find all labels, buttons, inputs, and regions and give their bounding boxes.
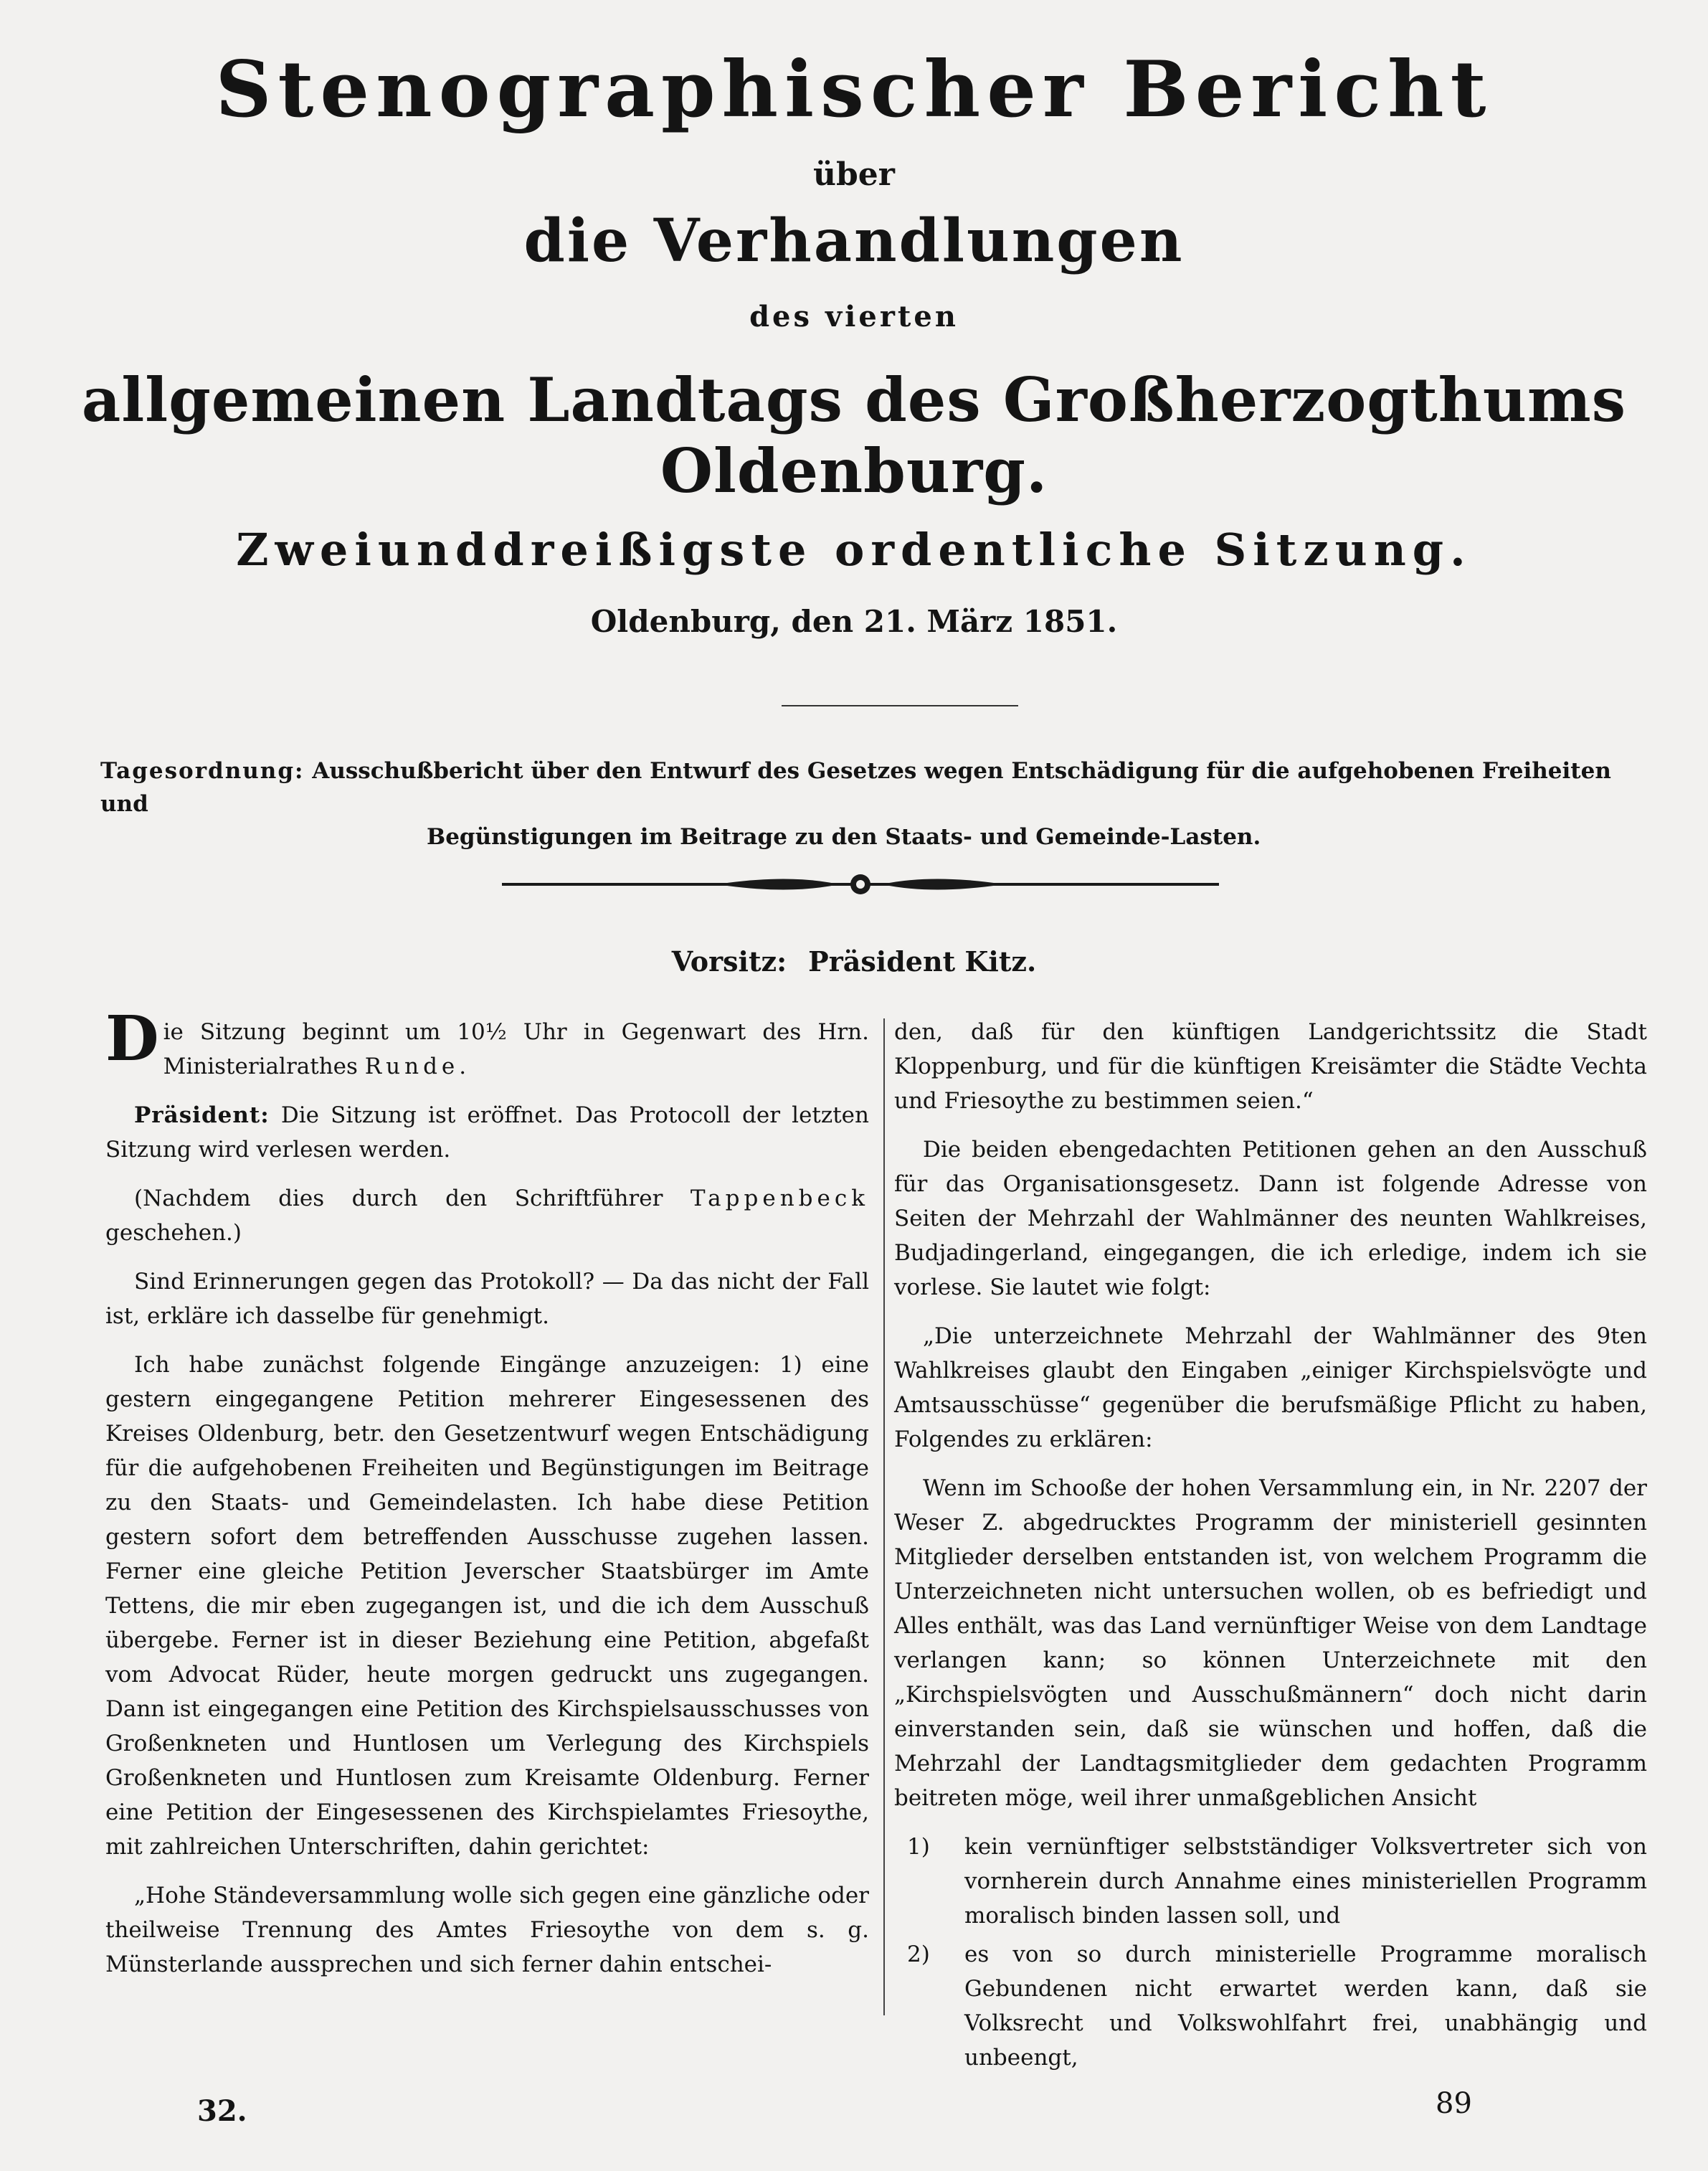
agenda bbox=[100, 755, 1642, 853]
footer-left-number: 32. bbox=[197, 2094, 247, 2128]
report-title: Stenographischer Bericht bbox=[215, 44, 1493, 135]
right-column bbox=[894, 1015, 1647, 2079]
list-item: 1) kein vernünftiger selbstständiger Volksvertreter sich von vornherein durch Annahme eines ministeriellen Programm moralisch binden lassen soll, und bbox=[907, 1834, 1647, 1929]
vorsitz-label: Vorsitz: bbox=[671, 945, 787, 978]
vorsitz-name: Präsident Kitz. bbox=[808, 945, 1037, 978]
paragraph-note: (Nachdem dies durch den Schriftführer Tappenbeck geschehen.) bbox=[105, 1186, 869, 1246]
paragraph-protocol: Sind Erinnerungen gegen das Protokoll? — Da das nicht der Fall ist, erkläre ich dasselbe für genehmigt. bbox=[105, 1269, 869, 1329]
dateline: Oldenburg, den 21. März 1851. bbox=[590, 604, 1118, 639]
paragraph-continued: den, daß für den künftigen Landgerichtssitz die Stadt Kloppenburg, und für die künftigen Kreisämter die Städte Vechta und Friesoythe zu bestimmen seien.“ bbox=[894, 1019, 1647, 1114]
title-verhandlungen: die Verhandlungen bbox=[523, 207, 1185, 275]
agenda-text-line1: Ausschußbericht über den Entwurf des Gesetzes wegen Entschädigung für die aufgehobenen Freiheiten und bbox=[100, 758, 1611, 817]
title-ueber: über bbox=[813, 156, 895, 193]
ornamental-rule bbox=[502, 868, 1219, 901]
person-name: Runde. bbox=[364, 1054, 471, 1079]
paragraph-president: Präsident: Die Sitzung ist eröffnet. Das Protocoll der letzten Sitzung wird verlesen werden. bbox=[105, 1102, 869, 1163]
left-column bbox=[105, 1003, 869, 1996]
drop-cap: D bbox=[105, 1003, 159, 1075]
paragraph-programm: Wenn im Schooße der hohen Versammlung ein, in Nr. 2207 der Weser Z. abgedrucktes Programm der ministeriell gesinnten Mitglieder derselben entstanden ist, von welchem Programm die Unterzeichneten nicht untersuchen wollen, ob es befriedigt und Alles enthält, was das Land vernünftiger Weise von dem Landtage verlangen kann; so können Unterzeichnete mit den „Kirchspielsvögten und Ausschußmännern“ doch nicht darin einverstanden sein, daß sie wünschen und hoffen, daß die Mehrzahl der Landtagsmitglieder dem gedachten Programm beitreten möge, weil ihrer unmaßgeblichen Ansicht bbox=[894, 1475, 1647, 1811]
paragraph-quote: „Hohe Ständeversammlung wolle sich gegen eine gänzliche oder theilweise Trennung des Amtes Friesoythe von dem s. g. Münsterlande aussprechen und sich ferner dahin entschei- bbox=[105, 1883, 869, 1977]
title-landtag: allgemeinen Landtags des Großherzogthums Oldenburg. bbox=[81, 364, 1627, 506]
session-heading: Zweiunddreißigste ordentliche Sitzung. bbox=[236, 524, 1472, 576]
column-divider bbox=[883, 1018, 885, 2015]
agenda-text-line2: Begünstigungen im Beitrage zu den Staats- und Gemeinde-Lasten. bbox=[427, 824, 1261, 850]
paragraph-eingaenge: Ich habe zunächst folgende Eingänge anzuzeigen: 1) eine gestern eingegangene Petition mehrerer Eingesessenen des Kreises Oldenburg, betr. den Gesetzentwurf wegen Entschädigung für die aufgehobenen Freiheiten und Begünstigungen im Beitrage zu den Staats- und Gemeindelasten. Ich habe diese Petition gestern sofort dem betreffenden Ausschusse zugehen lassen. Ferner eine gleiche Petition Jeverscher Staatsbürger im Amte Tettens, die mir eben zugegangen ist, und die ich dem Ausschuß übergebe. Ferner ist in dieser Beziehung eine Petition, abgefaßt vom Advocat Rüder, heute morgen gedruckt uns zugegangen. Dann ist eingegangen eine Petition des Kirchspielsausschusses von Großenkneten und Huntlosen um Verlegung des Kirchspiels Großenkneten und Huntlosen zum Kreisamte Oldenburg. Ferner eine Petition der Eingesessenen des Kirchspielamtes Friesoythe, mit zahlreichen Unterschriften, dahin gerichtet: bbox=[105, 1352, 869, 1860]
agenda-label: Tagesordnung: bbox=[100, 758, 305, 784]
vorsitz-line bbox=[0, 945, 1708, 978]
list-item: 2) es von so durch ministerielle Programme moralisch Gebundenen nicht erwartet werden kann, daß sie Volksrecht und Volkswohlfahrt frei, unabhängig und unbeengt, bbox=[907, 1941, 1647, 2071]
page-number: 89 bbox=[1436, 2087, 1472, 2120]
title-des-vierten: des vierten bbox=[749, 300, 959, 334]
paragraph-opening: Die Sitzung beginnt um 10½ Uhr in Gegenwart des Hrn. Ministerialrathes Runde. bbox=[105, 1003, 869, 1079]
speaker-label: Präsident: bbox=[134, 1102, 270, 1128]
paragraph-address: „Die unterzeichnete Mehrzahl der Wahlmänner des 9ten Wahlkreises glaubt den Eingaben „einiger Kirchspielsvögte und Amtsausschüsse“ gegenüber die berufsmäßige Pflicht zu haben, Folgendes zu erklären: bbox=[894, 1323, 1647, 1452]
short-divider bbox=[782, 705, 1018, 706]
paragraph-petitions: Die beiden ebengedachten Petitionen gehen an den Ausschuß für das Organisationsgesetz. Dann ist folgende Adresse von Seiten der Mehrzahl der Wahlmänner des neunten Wahlkreises, Budjadingerland, eingegangen, die ich erledige, indem ich sie vorlese. Sie lautet wie folgt: bbox=[894, 1137, 1647, 1300]
person-name: Tappenbeck bbox=[690, 1186, 869, 1211]
